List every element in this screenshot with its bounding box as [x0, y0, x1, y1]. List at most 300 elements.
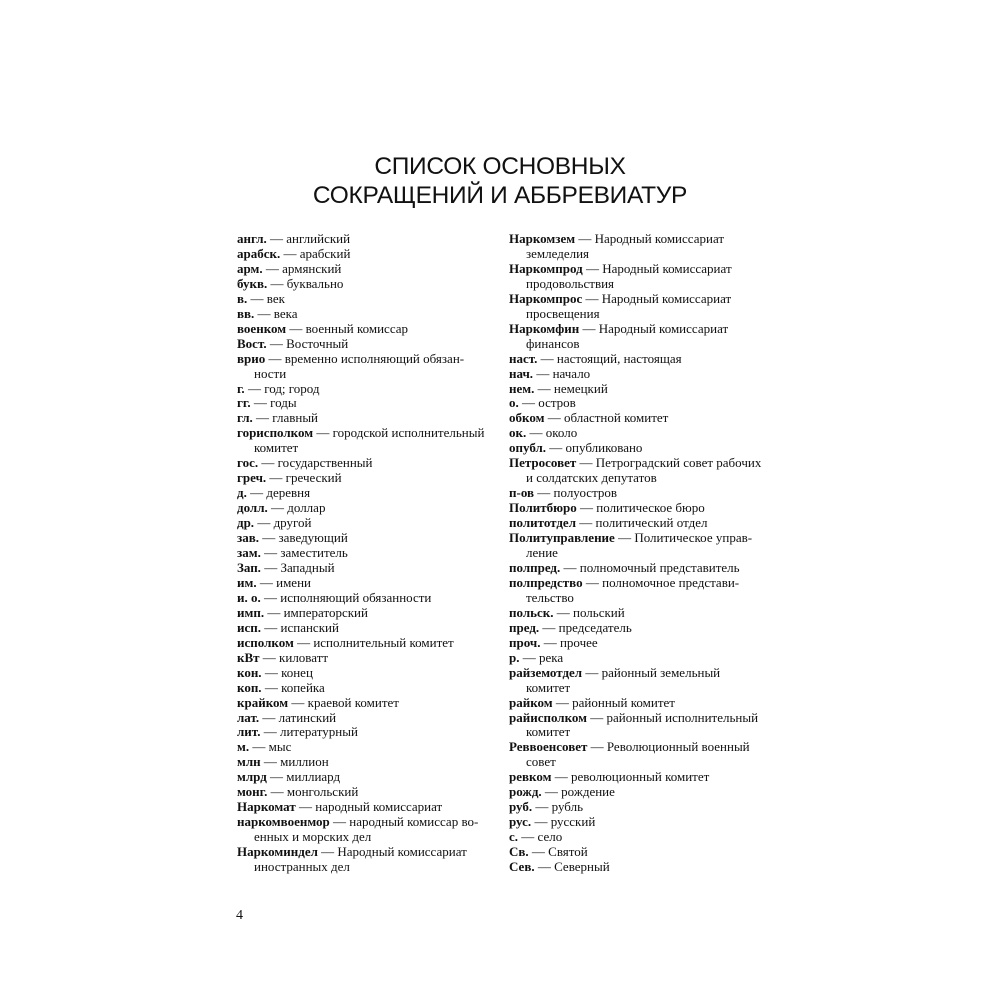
abbreviation-definition: — русский	[534, 814, 596, 830]
abbreviation-entry	[509, 845, 769, 860]
abbreviation-term: Политбюро	[509, 500, 577, 516]
abbreviation-entry	[509, 800, 769, 815]
abbreviation-term: наркомвоенмор	[237, 814, 330, 830]
abbreviation-entry	[509, 860, 769, 875]
entry-first-line	[237, 561, 492, 576]
abbreviation-term: имп.	[237, 604, 265, 620]
abbreviation-definition: — греческий	[269, 470, 342, 486]
abbreviation-definition-continued: тельство	[526, 589, 574, 605]
abbreviation-definition: — копейка	[264, 679, 325, 695]
abbreviation-definition-continued: комитет	[526, 724, 571, 740]
entry-first-line	[237, 411, 492, 426]
abbreviation-definition: — заведующий	[262, 530, 348, 546]
abbreviation-definition: — испанский	[264, 619, 339, 635]
abbreviation-entry	[237, 531, 492, 546]
entry-first-line	[509, 785, 769, 800]
abbreviation-definition: — революционный комитет	[554, 769, 710, 785]
abbreviation-entry	[509, 486, 769, 501]
abbreviation-entry	[509, 292, 769, 322]
entry-first-line	[509, 561, 769, 576]
entry-first-line	[237, 696, 492, 711]
abbreviation-term: исполком	[237, 634, 294, 650]
abbreviation-term: опубл.	[509, 440, 547, 456]
abbreviation-definition: — Петроградский совет рабочих	[579, 455, 762, 471]
abbreviation-term: политотдел	[509, 515, 576, 531]
abbreviation-entry	[237, 247, 492, 262]
abbreviation-entry	[509, 426, 769, 441]
abbreviation-entry	[237, 681, 492, 696]
abbreviation-term: гл.	[237, 410, 253, 426]
abbreviation-definition: — конец	[264, 664, 313, 680]
abbreviation-definition-continued: совет	[526, 754, 556, 770]
abbreviation-definition: — императорский	[267, 604, 368, 620]
abbreviation-term: д.	[237, 485, 247, 501]
abbreviation-entry	[509, 262, 769, 292]
abbreviation-definition: — народный комиссар во-	[333, 814, 479, 830]
abbreviation-definition: — монгольский	[270, 784, 359, 800]
entry-first-line	[237, 262, 492, 277]
abbreviation-definition: — полномочный представитель	[563, 559, 740, 575]
abbreviation-term: рус.	[509, 814, 532, 830]
abbreviation-definition: — народный комиссариат	[298, 799, 443, 815]
entry-first-line	[237, 501, 492, 516]
entry-first-line	[237, 800, 492, 815]
abbreviation-term: р.	[509, 649, 520, 665]
entry-first-line	[237, 232, 492, 247]
abbreviation-definition: — районный земельный	[585, 664, 721, 680]
entry-first-line	[509, 382, 769, 397]
entry-first-line	[509, 770, 769, 785]
abbreviation-entry	[237, 606, 492, 621]
abbreviation-entry	[237, 636, 492, 651]
abbreviation-definition: — Народный комиссариат	[582, 320, 729, 336]
abbreviation-entry	[237, 711, 492, 726]
abbreviation-entry	[509, 815, 769, 830]
abbreviation-entry	[237, 770, 492, 785]
entry-first-line	[237, 277, 492, 292]
page-number: 4	[236, 908, 243, 923]
entry-first-line	[509, 441, 769, 456]
entry-first-line	[237, 785, 492, 800]
abbreviation-term: наст.	[509, 350, 538, 366]
entry-first-line	[237, 651, 492, 666]
abbreviation-definition: — века	[257, 305, 298, 321]
abbreviation-term: п-ов	[509, 485, 535, 501]
abbreviation-term: букв.	[237, 275, 268, 291]
abbreviation-entry	[509, 770, 769, 785]
abbreviation-entry	[237, 725, 492, 740]
abbreviation-term: рожд.	[509, 784, 542, 800]
abbreviation-term: Петросовет	[509, 455, 577, 471]
abbreviation-entry	[237, 396, 492, 411]
abbreviation-definition: — река	[522, 649, 564, 665]
entry-first-line	[237, 292, 492, 307]
abbreviation-term: Наркомзем	[509, 231, 576, 246]
abbreviation-term: ревком	[509, 769, 552, 785]
abbreviation-definition: — немецкий	[537, 380, 608, 396]
abbreviation-term: г.	[237, 380, 245, 396]
abbreviation-term: нач.	[509, 365, 534, 381]
abbreviation-term: млрд	[237, 769, 267, 785]
abbreviation-entry	[509, 456, 769, 486]
abbreviation-entry	[509, 740, 769, 770]
abbreviation-definition: — рождение	[544, 784, 615, 800]
abbreviation-term: Вост.	[237, 335, 267, 351]
abbreviation-definition: — литературный	[263, 724, 358, 740]
entry-first-line	[509, 501, 769, 516]
entry-first-line	[237, 322, 492, 337]
abbreviation-definition: — Западный	[264, 559, 335, 575]
abbreviation-term: греч.	[237, 470, 267, 486]
abbreviation-definition: — Восточный	[269, 335, 349, 351]
entry-first-line	[237, 337, 492, 352]
entry-first-line	[237, 770, 492, 785]
abbreviation-term: обком	[509, 410, 545, 426]
abbreviation-definition: — прочее	[543, 634, 598, 650]
entry-first-line	[237, 396, 492, 411]
abbreviation-term: Св.	[509, 844, 529, 860]
abbreviations-left-column	[237, 232, 492, 875]
abbreviation-definition-continued: ление	[526, 545, 558, 561]
entry-first-line	[237, 606, 492, 621]
entry-first-line	[509, 711, 769, 726]
abbreviation-entry	[509, 696, 769, 711]
abbreviation-term: им.	[237, 574, 257, 590]
abbreviation-definition: — другой	[257, 515, 312, 531]
entry-first-line	[509, 696, 769, 711]
abbreviation-entry	[509, 411, 769, 426]
abbreviation-definition: — век	[250, 290, 285, 306]
abbreviation-term: Наркомат	[237, 799, 296, 815]
entry-first-line	[237, 546, 492, 561]
abbreviation-entry	[509, 830, 769, 845]
abbreviation-term: коп.	[237, 679, 262, 695]
entry-first-line	[237, 382, 492, 397]
abbreviation-entry	[237, 696, 492, 711]
abbreviation-term: гг.	[237, 395, 251, 411]
abbreviation-definition: — политический отдел	[579, 515, 708, 531]
abbreviation-definition: — мыс	[252, 739, 292, 755]
entry-first-line	[237, 247, 492, 262]
abbreviation-entry	[509, 636, 769, 651]
entry-first-line	[237, 725, 492, 740]
abbreviation-definition-continued: енных и морских дел	[254, 829, 372, 845]
abbreviation-entry	[237, 232, 492, 247]
entry-first-line	[509, 621, 769, 636]
abbreviation-term: гос.	[237, 455, 259, 471]
abbreviation-definition: — годы	[253, 395, 297, 411]
abbreviation-entry	[237, 426, 492, 456]
abbreviation-entry	[237, 292, 492, 307]
abbreviation-entry	[237, 561, 492, 576]
entry-first-line	[509, 367, 769, 382]
abbreviation-term: с.	[509, 829, 519, 845]
entry-first-line	[509, 456, 769, 471]
abbreviation-entry	[509, 666, 769, 696]
abbreviation-definition: — село	[521, 829, 563, 845]
page-title	[230, 152, 770, 210]
abbreviation-definition: — латинский	[262, 709, 337, 725]
abbreviation-term: Сев.	[509, 859, 535, 875]
abbreviation-entry	[237, 621, 492, 636]
abbreviation-entry	[237, 486, 492, 501]
abbreviation-entry	[509, 501, 769, 516]
abbreviation-entry	[237, 501, 492, 516]
entry-first-line	[509, 531, 769, 546]
abbreviation-entry	[237, 755, 492, 770]
abbreviation-term: лит.	[237, 724, 261, 740]
abbreviation-definition: — Северный	[537, 859, 610, 875]
abbreviation-entry	[237, 411, 492, 426]
entry-first-line	[509, 576, 769, 591]
entry-first-line	[509, 636, 769, 651]
title-line-2: СОКРАЩЕНИЙ И АББРЕВИАТУР	[312, 182, 688, 209]
abbreviation-entry	[237, 740, 492, 755]
abbreviation-definition-continued: и солдатских депутатов	[526, 470, 657, 486]
abbreviation-entry	[237, 666, 492, 681]
entry-first-line	[237, 426, 492, 441]
abbreviation-definition-continued: продовольствия	[526, 275, 615, 291]
abbreviation-term: др.	[237, 515, 255, 531]
abbreviation-term: и. о.	[237, 589, 261, 605]
abbreviation-term: крайком	[237, 694, 289, 710]
entry-first-line	[237, 486, 492, 501]
abbreviation-entry	[509, 621, 769, 636]
abbreviation-entry	[237, 322, 492, 337]
abbreviation-definition: — городской исполнительный	[316, 425, 485, 441]
abbreviation-entry	[509, 561, 769, 576]
abbreviation-entry	[237, 651, 492, 666]
abbreviation-term: полпред.	[509, 559, 561, 575]
abbreviation-term: долл.	[237, 500, 268, 516]
entry-first-line	[237, 471, 492, 486]
abbreviation-entry	[509, 441, 769, 456]
abbreviation-term: райком	[509, 694, 553, 710]
abbreviation-term: врио	[237, 350, 266, 366]
title-line-1: СПИСОК ОСНОВНЫХ	[374, 153, 626, 180]
abbreviation-term: Реввоенсовет	[509, 739, 588, 755]
entry-first-line	[509, 486, 769, 501]
abbreviation-definition: — около	[529, 425, 578, 441]
abbreviation-definition: — настоящий, настоящая	[540, 350, 682, 366]
abbreviation-definition-continued: иностранных дел	[254, 859, 350, 875]
abbreviation-definition: — доллар	[271, 500, 326, 516]
abbreviation-definition: — имени	[259, 574, 311, 590]
abbreviation-term: монг.	[237, 784, 268, 800]
entry-first-line	[509, 830, 769, 845]
entry-first-line	[509, 322, 769, 337]
abbreviation-definition: — полномочное представи-	[585, 574, 740, 590]
abbreviation-term: горисполком	[237, 425, 314, 441]
entry-first-line	[237, 307, 492, 322]
abbreviation-term: пред.	[509, 619, 540, 635]
abbreviation-entry	[237, 800, 492, 815]
abbreviation-term: Зап.	[237, 559, 261, 575]
abbreviation-definition: — Политическое управ-	[618, 530, 753, 546]
abbreviation-definition: — исполнительный комитет	[297, 634, 454, 650]
abbreviation-entry	[509, 531, 769, 561]
abbreviation-entry	[237, 785, 492, 800]
abbreviation-term: Наркомпрод	[509, 260, 583, 276]
abbreviation-term: кон.	[237, 664, 262, 680]
abbreviation-term: военком	[237, 320, 287, 336]
abbreviation-definition: — опубликовано	[549, 440, 643, 456]
abbreviation-term: райисполком	[509, 709, 588, 725]
abbreviation-definition: — районный комитет	[555, 694, 675, 710]
abbreviation-term: зав.	[237, 530, 259, 546]
entry-first-line	[237, 755, 492, 770]
abbreviation-term: арабск.	[237, 245, 281, 261]
entry-first-line	[509, 352, 769, 367]
abbreviation-term: руб.	[509, 799, 533, 815]
entry-first-line	[237, 740, 492, 755]
abbreviation-definition: — заместитель	[264, 545, 348, 561]
abbreviation-definition: — киловатт	[262, 649, 329, 665]
abbreviation-term: лат.	[237, 709, 260, 725]
entry-first-line	[237, 845, 492, 860]
entry-first-line	[509, 606, 769, 621]
entry-first-line	[509, 516, 769, 531]
abbreviation-entry	[509, 322, 769, 352]
entry-first-line	[509, 292, 769, 307]
abbreviation-definition: — Народный комиссариат	[585, 290, 732, 306]
abbreviation-definition-continued: земледелия	[526, 245, 590, 261]
abbreviation-definition: — начало	[536, 365, 591, 381]
abbreviation-term: ок.	[509, 425, 527, 441]
entry-first-line	[509, 800, 769, 815]
abbreviation-entry	[237, 456, 492, 471]
abbreviation-definition: — Революционный военный	[590, 739, 750, 755]
abbreviation-definition: — военный комиссар	[289, 320, 409, 336]
abbreviation-definition: — Народный комиссариат	[321, 844, 467, 860]
abbreviation-term: полпредство	[509, 574, 583, 590]
abbreviation-definition: — государственный	[261, 455, 373, 471]
abbreviation-definition: — остров	[522, 395, 576, 411]
entry-first-line	[237, 815, 492, 830]
abbreviation-definition-continued: ности	[254, 365, 287, 381]
abbreviation-term: Наркомфин	[509, 320, 580, 336]
abbreviation-term: райземотдел	[509, 664, 583, 680]
abbreviation-term: арм.	[237, 260, 263, 276]
abbreviations-right-column	[509, 232, 769, 875]
abbreviation-term: Политуправление	[509, 530, 615, 546]
abbreviation-entry	[509, 711, 769, 741]
abbreviation-entry	[509, 785, 769, 800]
abbreviation-entry	[509, 516, 769, 531]
entry-first-line	[509, 845, 769, 860]
abbreviation-definition-continued: просвещения	[526, 305, 600, 321]
abbreviation-term: англ.	[237, 231, 267, 246]
abbreviation-entry	[237, 307, 492, 322]
entry-first-line	[237, 621, 492, 636]
entry-first-line	[237, 456, 492, 471]
abbreviation-entry	[509, 367, 769, 382]
entry-first-line	[509, 815, 769, 830]
abbreviation-term: м.	[237, 739, 250, 755]
entry-first-line	[509, 740, 769, 755]
abbreviation-term: кВт	[237, 649, 260, 665]
abbreviation-definition: — областной комитет	[547, 410, 669, 426]
abbreviation-entry	[509, 232, 769, 262]
abbreviation-entry	[237, 471, 492, 486]
entry-first-line	[237, 591, 492, 606]
abbreviation-definition-continued: комитет	[526, 679, 571, 695]
abbreviation-entry	[237, 382, 492, 397]
abbreviation-definition: — английский	[270, 231, 351, 246]
abbreviation-entry	[237, 337, 492, 352]
abbreviation-entry	[509, 352, 769, 367]
abbreviation-entry	[237, 576, 492, 591]
abbreviation-definition: — армянский	[265, 260, 342, 276]
entry-first-line	[509, 396, 769, 411]
entry-first-line	[237, 681, 492, 696]
entry-first-line	[237, 576, 492, 591]
abbreviation-entry	[509, 576, 769, 606]
abbreviation-definition: — главный	[256, 410, 319, 426]
abbreviation-definition: — временно исполняющий обязан-	[268, 350, 465, 366]
entry-first-line	[237, 666, 492, 681]
entry-first-line	[509, 262, 769, 277]
entry-first-line	[237, 352, 492, 367]
abbreviation-term: зам.	[237, 545, 261, 561]
abbreviation-entry	[237, 546, 492, 561]
abbreviation-term: млн	[237, 754, 261, 770]
entry-first-line	[509, 232, 769, 247]
entry-first-line	[237, 711, 492, 726]
abbreviation-entry	[237, 591, 492, 606]
abbreviation-entry	[237, 352, 492, 382]
abbreviation-term: о.	[509, 395, 519, 411]
abbreviation-definition: — полуостров	[537, 485, 618, 501]
abbreviation-entry	[237, 845, 492, 875]
abbreviation-definition: — Народный комиссариат	[578, 231, 725, 246]
abbreviation-definition: — польский	[556, 604, 625, 620]
abbreviation-term: Наркоминдел	[237, 844, 318, 860]
abbreviation-term: проч.	[509, 634, 541, 650]
abbreviation-definition: — год; город	[247, 380, 320, 396]
abbreviation-term: польск.	[509, 604, 554, 620]
abbreviation-entry	[509, 382, 769, 397]
abbreviation-definition: — миллион	[263, 754, 329, 770]
abbreviation-term: в.	[237, 290, 248, 306]
abbreviation-entry	[509, 396, 769, 411]
abbreviation-definition: — рубль	[535, 799, 584, 815]
abbreviation-definition-continued: комитет	[254, 440, 299, 456]
abbreviation-definition: — деревня	[250, 485, 311, 501]
entry-first-line	[509, 666, 769, 681]
abbreviation-term: нем.	[509, 380, 535, 396]
entry-first-line	[237, 531, 492, 546]
abbreviation-definition: — районный исполнительный	[590, 709, 759, 725]
abbreviation-entry	[509, 606, 769, 621]
abbreviation-definition: — буквально	[270, 275, 344, 291]
entry-first-line	[237, 636, 492, 651]
abbreviation-definition: — исполняющий обязанности	[264, 589, 432, 605]
abbreviation-definition: — краевой комитет	[291, 694, 399, 710]
abbreviation-definition: — председатель	[542, 619, 632, 635]
abbreviation-definition: — политическое бюро	[580, 500, 705, 516]
abbreviation-definition: — миллиард	[270, 769, 341, 785]
abbreviation-entry	[237, 516, 492, 531]
entry-first-line	[509, 860, 769, 875]
abbreviation-entry	[509, 651, 769, 666]
entry-first-line	[237, 516, 492, 531]
entry-first-line	[509, 411, 769, 426]
abbreviation-entry	[237, 277, 492, 292]
abbreviation-term: Наркомпрос	[509, 290, 583, 306]
abbreviation-definition: — Народный комиссариат	[585, 260, 732, 276]
abbreviation-definition-continued: финансов	[526, 335, 580, 351]
